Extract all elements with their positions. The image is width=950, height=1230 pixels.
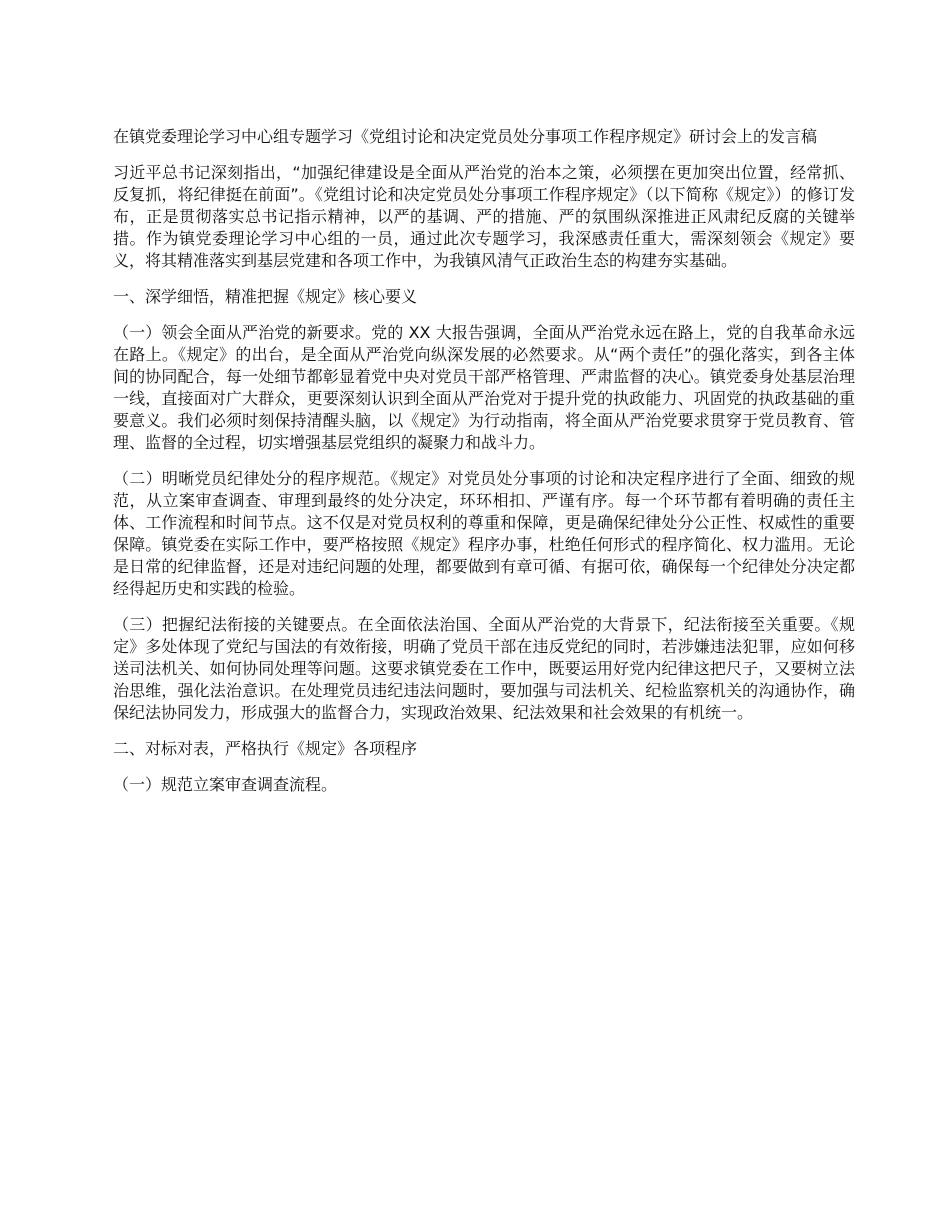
- body-paragraph-2-1: （一）规范立案审查调查流程。: [113, 775, 338, 794]
- intro-paragraph: 习近平总书记深刻指出，“加强纪律建设是全面从严治党的治本之策，必须摆在更加突出位置，经常抓、反复抓，将纪律挺在前面”。《党组讨论和决定党员处分事项工作程序规定》（以下简称《规定》）的修订发布，正是贯彻落实总书记指示精神，以严的基调、严的措施、严的氛围纵深推进正风肃纪反腐的关键举措。作为镇党委理论学习中心组的一员，通过此次专题学习，我深感责任重大，需深刻领会《规定》要义，将其精准落实到基层党建和各项工作中，为我镇风清气正政治生态的构建夯实基础。: [113, 163, 855, 270]
- body-paragraph-1-3: （三）把握纪法衔接的关键要点。在全面依法治国、全面从严治党的大背景下，纪法衔接至关重要。《规定》多处体现了党纪与国法的有效衔接，明确了党员干部在违反党纪的同时，若涉嫌违法犯罪，应如何移送司法机关、如何协同处理等问题。这要求镇党委在工作中，既要运用好党内纪律这把尺子，又要树立法治思维，强化法治意识。在处理党员违纪违法问题时，要加强与司法机关、纪检监察机关的沟通协作，确保纪法协同发力，形成强大的监督合力，实现政治效果、纪法效果和社会效果的有机统一。: [113, 615, 855, 722]
- document-page: [113, 126, 855, 810]
- section-heading-1: 一、深学细悟，精准把握《规定》核心要义: [113, 287, 418, 306]
- document-title: 在镇党委理论学习中心组专题学习《党组讨论和决定党员处分事项工作程序规定》研讨会上的发言稿: [113, 127, 818, 146]
- body-paragraph-1-1: （一）领会全面从严治党的新要求。党的 XX 大报告强调，全面从严治党永远在路上，党的自我革命永远在路上。《规定》的出台，是全面从严治党向纵深发展的必然要求。从“两个责任”的强化落实，到各主体间的协同配合，每一处细节都彰显着党中央对党员干部严格管理、严肃监督的决心。镇党委身处基层治理一线，直接面对广大群众，更要深刻认识到全面从严治党对于提升党的执政能力、巩固党的执政基础的重要意义。我们必须时刻保持清醒头脑，以《规定》为行动指南，将全面从严治党要求贯穿于党员教育、管理、监督的全过程，切实增强基层党组织的凝聚力和战斗力。: [113, 323, 855, 452]
- body-paragraph-1-2: （二）明晰党员纪律处分的程序规范。《规定》对党员处分事项的讨论和决定程序进行了全面、细致的规范，从立案审查调查、审理到最终的处分决定，环环相扣、严谨有序。每一个环节都有着明确的责任主体、工作流程和时间节点。这不仅是对党员权利的尊重和保障，更是确保纪律处分公正性、权威性的重要保障。镇党委在实际工作中，要严格按照《规定》程序办事，杜绝任何形式的程序简化、权力滥用。无论是日常的纪律监督，还是对违纪问题的处理，都要做到有章可循、有据可依，确保每一个纪律处分决定都经得起历史和实践的检验。: [113, 469, 855, 598]
- section-heading-2: 二、对标对表，严格执行《规定》各项程序: [113, 739, 418, 758]
